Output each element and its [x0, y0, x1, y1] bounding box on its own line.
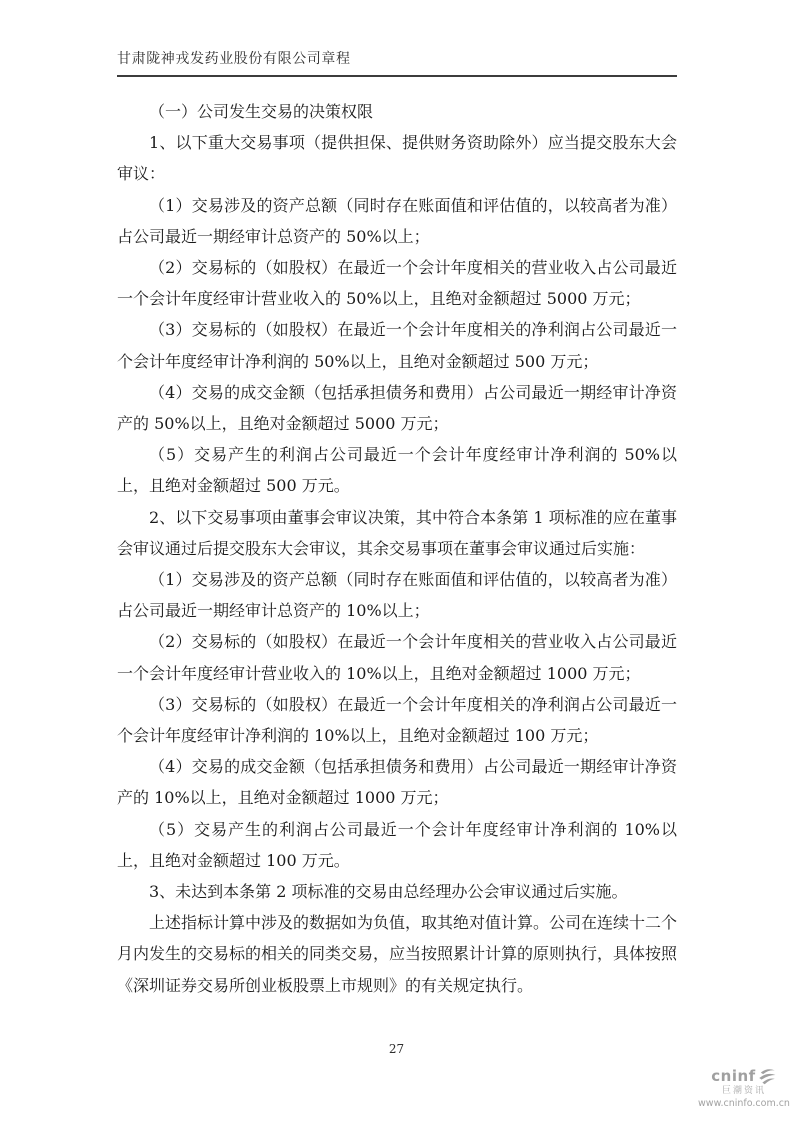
cninfo-logo	[698, 1068, 790, 1109]
cninfo-brand-text: cninf	[711, 1067, 756, 1085]
paragraph-section-heading: （一）公司发生交易的决策权限	[149, 102, 374, 121]
document-body	[117, 96, 677, 1001]
document-header-title: 甘肃陇神戎发药业股份有限公司章程	[117, 51, 351, 67]
paragraph-item-2-sub-4: （4）交易的成交金额（包括承担债务和费用）占公司最近一期经审计净资产的 10%以上，且绝对金额超过 1000 万元；	[117, 757, 677, 808]
paragraph-item-2-sub-1: （1）交易涉及的资产总额（同时存在账面值和评估值的，以较高者为准）占公司最近一期经审计总资产的 10%以上；	[117, 570, 677, 621]
paragraph-item-1: 1、以下重大交易事项（提供担保、提供财务资助除外）应当提交股东大会审议：	[117, 133, 677, 184]
paragraph-item-1-sub-5: （5）交易产生的利润占公司最近一个会计年度经审计净利润的 50%以上，且绝对金额超过 500 万元。	[117, 445, 677, 496]
paragraph-item-1-sub-4: （4）交易的成交金额（包括承担债务和费用）占公司最近一期经审计净资产的 50%以上，且绝对金额超过 5000 万元；	[117, 382, 677, 434]
paragraph-item-2-sub-3: （3）交易标的（如股权）在最近一个会计年度相关的净利润占公司最近一个会计年度经审计净利润的 10%以上，且绝对金额超过 100 万元；	[117, 694, 677, 746]
paragraph-item-1-sub-2: （2）交易标的（如股权）在最近一个会计年度相关的营业收入占公司最近一个会计年度经审计营业收入的 50%以上，且绝对金额超过 5000 万元；	[117, 258, 677, 309]
cninfo-chinese-name: 巨潮资讯	[721, 1086, 766, 1096]
paragraph-item-2: 2、以下交易事项由董事会审议决策，其中符合本条第 1 项标准的应在董事会审议通过后提交股东大会审议，其余交易事项在董事会审议通过后实施：	[117, 507, 677, 558]
paragraph-item-1-sub-3: （3）交易标的（如股权）在最近一个会计年度相关的净利润占公司最近一个会计年度经审计净利润的 50%以上，且绝对金额超过 500 万元；	[117, 320, 677, 371]
paragraph-closing-note: 上述指标计算中涉及的数据如为负值，取其绝对值计算。公司在连续十二个月内发生的交易标的相关的同类交易，应当按照累计计算的原则执行，具体按照《深圳证券交易所创业板股票上市规则》的有关规定执行。	[117, 913, 678, 995]
page-number: 27	[388, 1042, 405, 1056]
cninfo-logo-row	[698, 1068, 790, 1085]
cninfo-website-url: www.cninfo.com.cn	[698, 1098, 790, 1109]
paragraph-item-3: 3、未达到本条第 2 项标准的交易由总经理办公会审议通过后实施。	[149, 882, 628, 902]
cninfo-swirl-icon	[757, 1068, 777, 1085]
paragraph-item-2-sub-2: （2）交易标的（如股权）在最近一个会计年度相关的营业收入占公司最近一个会计年度经审计营业收入的 10%以上，且绝对金额超过 1000 万元；	[117, 632, 677, 683]
document-header	[117, 48, 677, 77]
paragraph-item-1-sub-1: （1）交易涉及的资产总额（同时存在账面值和评估值的，以较高者为准）占公司最近一期经审计总资产的 50%以上；	[117, 195, 677, 246]
paragraph-item-2-sub-5: （5）交易产生的利润占公司最近一个会计年度经审计净利润的 10%以上，且绝对金额超过 100 万元。	[117, 819, 677, 870]
